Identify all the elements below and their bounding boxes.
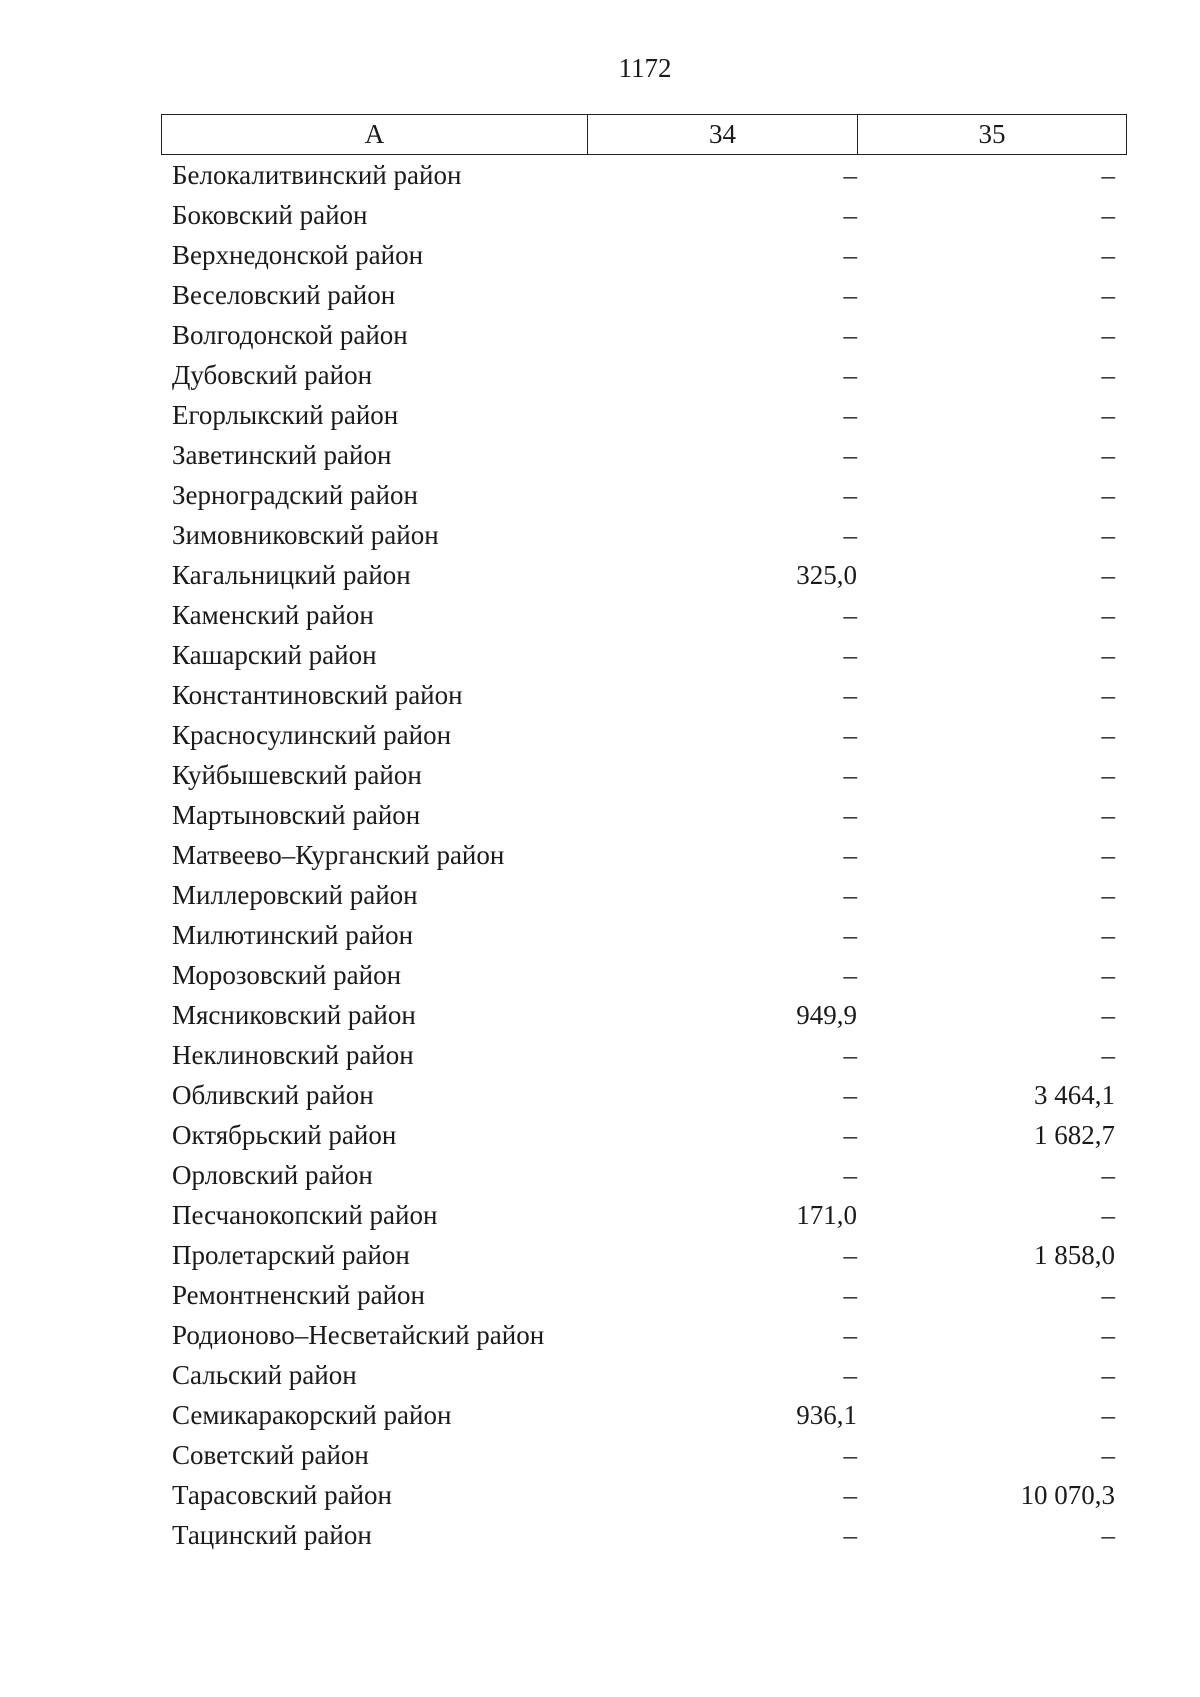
district-name: Матвеево–Курганский район	[172, 840, 505, 870]
value-col-34: –	[843, 1520, 857, 1550]
table-row	[161, 515, 1127, 555]
district-name: Кагальницкий район	[172, 560, 411, 590]
value-col-34: –	[843, 640, 857, 670]
value-col-35: –	[1101, 1000, 1115, 1030]
value-col-35: –	[1101, 880, 1115, 910]
table-row	[161, 1195, 1127, 1235]
table-row	[161, 195, 1127, 235]
value-col-34: 171,0	[796, 1200, 857, 1230]
value-col-35: –	[1101, 280, 1115, 310]
value-col-34: –	[843, 160, 857, 190]
value-col-34: –	[843, 840, 857, 870]
value-col-34: –	[843, 200, 857, 230]
table-row	[161, 355, 1127, 395]
table-row	[161, 1475, 1127, 1515]
district-name: Красносулинский район	[172, 720, 452, 750]
value-col-34: –	[843, 360, 857, 390]
table-row	[161, 915, 1127, 955]
value-col-35: –	[1101, 1280, 1115, 1310]
value-col-35: –	[1101, 800, 1115, 830]
value-col-34: –	[843, 760, 857, 790]
value-col-34: –	[843, 1360, 857, 1390]
table-row	[161, 1155, 1127, 1195]
district-name: Верхнедонской район	[172, 240, 424, 270]
district-name: Куйбышевский район	[172, 760, 422, 790]
table-row	[161, 1395, 1127, 1435]
table-row	[161, 435, 1127, 475]
value-col-35: –	[1101, 1160, 1115, 1190]
value-col-35: –	[1101, 920, 1115, 950]
value-col-34: –	[843, 1440, 857, 1470]
value-col-34: 325,0	[796, 560, 857, 590]
value-col-35: –	[1101, 200, 1115, 230]
table-row	[161, 1515, 1127, 1555]
value-col-35: –	[1101, 1320, 1115, 1350]
column-header-35: 35	[978, 119, 1006, 149]
value-col-34: –	[843, 600, 857, 630]
district-name: Миллеровский район	[172, 880, 418, 910]
district-name: Белокалитвинский район	[172, 160, 462, 190]
district-name: Тарасовский район	[172, 1480, 392, 1510]
district-name: Песчанокопский район	[172, 1200, 438, 1230]
value-col-34: –	[843, 1040, 857, 1070]
value-col-34: –	[843, 1160, 857, 1190]
value-col-35: –	[1101, 400, 1115, 430]
value-col-34: 949,9	[796, 1000, 857, 1030]
value-col-34: –	[843, 680, 857, 710]
column-header-34: 34	[588, 115, 858, 154]
table-row	[161, 235, 1127, 275]
district-name: Тацинский район	[172, 1520, 372, 1550]
value-col-35: –	[1101, 160, 1115, 190]
value-col-34: –	[843, 880, 857, 910]
district-name: Обливский район	[172, 1080, 374, 1110]
district-name: Кашарский район	[172, 640, 377, 670]
value-col-34: –	[843, 1280, 857, 1310]
district-name: Волгодонской район	[172, 320, 408, 350]
value-col-35: 1 682,7	[1034, 1120, 1115, 1150]
district-name: Ремонтненский район	[172, 1280, 425, 1310]
value-col-35: –	[1101, 480, 1115, 510]
district-name: Константиновский район	[172, 680, 463, 710]
value-col-34: –	[843, 1240, 857, 1270]
table-row	[161, 1435, 1127, 1475]
table-row	[161, 715, 1127, 755]
table-row	[161, 595, 1127, 635]
value-col-35: –	[1101, 360, 1115, 390]
value-col-34: 936,1	[796, 1400, 857, 1430]
table-row	[161, 475, 1127, 515]
value-col-34: –	[843, 1480, 857, 1510]
table-row	[161, 1075, 1127, 1115]
table-row	[161, 155, 1127, 195]
district-name: Морозовский район	[172, 960, 402, 990]
district-name: Заветинский район	[172, 440, 392, 470]
district-name: Советский район	[172, 1440, 369, 1470]
district-name: Веселовский район	[172, 280, 396, 310]
district-name: Мясниковский район	[172, 1000, 416, 1030]
district-name: Милютинский район	[172, 920, 414, 950]
district-name: Каменский район	[172, 600, 374, 630]
value-col-35: –	[1101, 720, 1115, 750]
value-col-35: –	[1101, 560, 1115, 590]
value-col-35: –	[1101, 1400, 1115, 1430]
table-row	[161, 675, 1127, 715]
table-row	[161, 555, 1127, 595]
district-name: Дубовский район	[172, 360, 373, 390]
value-col-35: –	[1101, 600, 1115, 630]
value-col-34: –	[843, 1320, 857, 1350]
value-col-35: –	[1101, 840, 1115, 870]
district-name: Боковский район	[172, 200, 368, 230]
value-col-35: –	[1101, 640, 1115, 670]
value-col-35: –	[1101, 1360, 1115, 1390]
table-row	[161, 835, 1127, 875]
value-col-35: –	[1101, 320, 1115, 350]
district-name: Зерноградский район	[172, 480, 418, 510]
district-name: Неклиновский район	[172, 1040, 414, 1070]
district-name: Зимовниковский район	[172, 520, 439, 550]
table-row	[161, 315, 1127, 355]
value-col-35: –	[1101, 1040, 1115, 1070]
table-header	[161, 114, 1127, 155]
value-col-34: –	[843, 520, 857, 550]
value-col-34: –	[843, 320, 857, 350]
table-row	[161, 795, 1127, 835]
value-col-35: –	[1101, 1520, 1115, 1550]
district-name: Орловский район	[172, 1160, 373, 1190]
district-name: Пролетарский район	[172, 1240, 410, 1270]
value-col-35: –	[1101, 1440, 1115, 1470]
value-col-35: –	[1101, 240, 1115, 270]
table-row	[161, 875, 1127, 915]
table-row	[161, 1275, 1127, 1315]
value-col-35: –	[1101, 520, 1115, 550]
value-col-34: –	[843, 280, 857, 310]
value-col-34: –	[843, 1120, 857, 1150]
table-row	[161, 995, 1127, 1035]
district-name: Семикаракорский район	[172, 1400, 452, 1430]
value-col-34: –	[843, 400, 857, 430]
table-row	[161, 955, 1127, 995]
value-col-34: –	[843, 800, 857, 830]
district-name: Октябрьский район	[172, 1120, 397, 1150]
district-name: Сальский район	[172, 1360, 357, 1390]
value-col-34: –	[843, 960, 857, 990]
table-row	[161, 1115, 1127, 1155]
table-row	[161, 1035, 1127, 1075]
table-row	[161, 635, 1127, 675]
value-col-35: –	[1101, 680, 1115, 710]
table-body	[161, 155, 1127, 1555]
value-col-35: –	[1101, 960, 1115, 990]
value-col-35: 1 858,0	[1034, 1240, 1115, 1270]
table-row	[161, 1355, 1127, 1395]
table-row	[161, 275, 1127, 315]
table-row	[161, 1235, 1127, 1275]
value-col-34: –	[843, 440, 857, 470]
value-col-34: –	[843, 480, 857, 510]
table-row	[161, 1315, 1127, 1355]
value-col-35: –	[1101, 760, 1115, 790]
value-col-35: –	[1101, 1200, 1115, 1230]
value-col-34: –	[843, 240, 857, 270]
value-col-34: –	[843, 720, 857, 750]
district-name: Родионово–Несветайский район	[172, 1320, 545, 1350]
value-col-35: –	[1101, 440, 1115, 470]
column-header-a: А	[162, 115, 588, 154]
value-col-34: –	[843, 1080, 857, 1110]
table-row	[161, 755, 1127, 795]
district-name: Егорлыкский район	[172, 400, 399, 430]
value-col-34: –	[843, 920, 857, 950]
table-row	[161, 395, 1127, 435]
page-number: 1172	[618, 53, 672, 83]
value-col-35: 10 070,3	[1020, 1480, 1115, 1510]
district-name: Мартыновский район	[172, 800, 421, 830]
value-col-35: 3 464,1	[1034, 1080, 1115, 1110]
